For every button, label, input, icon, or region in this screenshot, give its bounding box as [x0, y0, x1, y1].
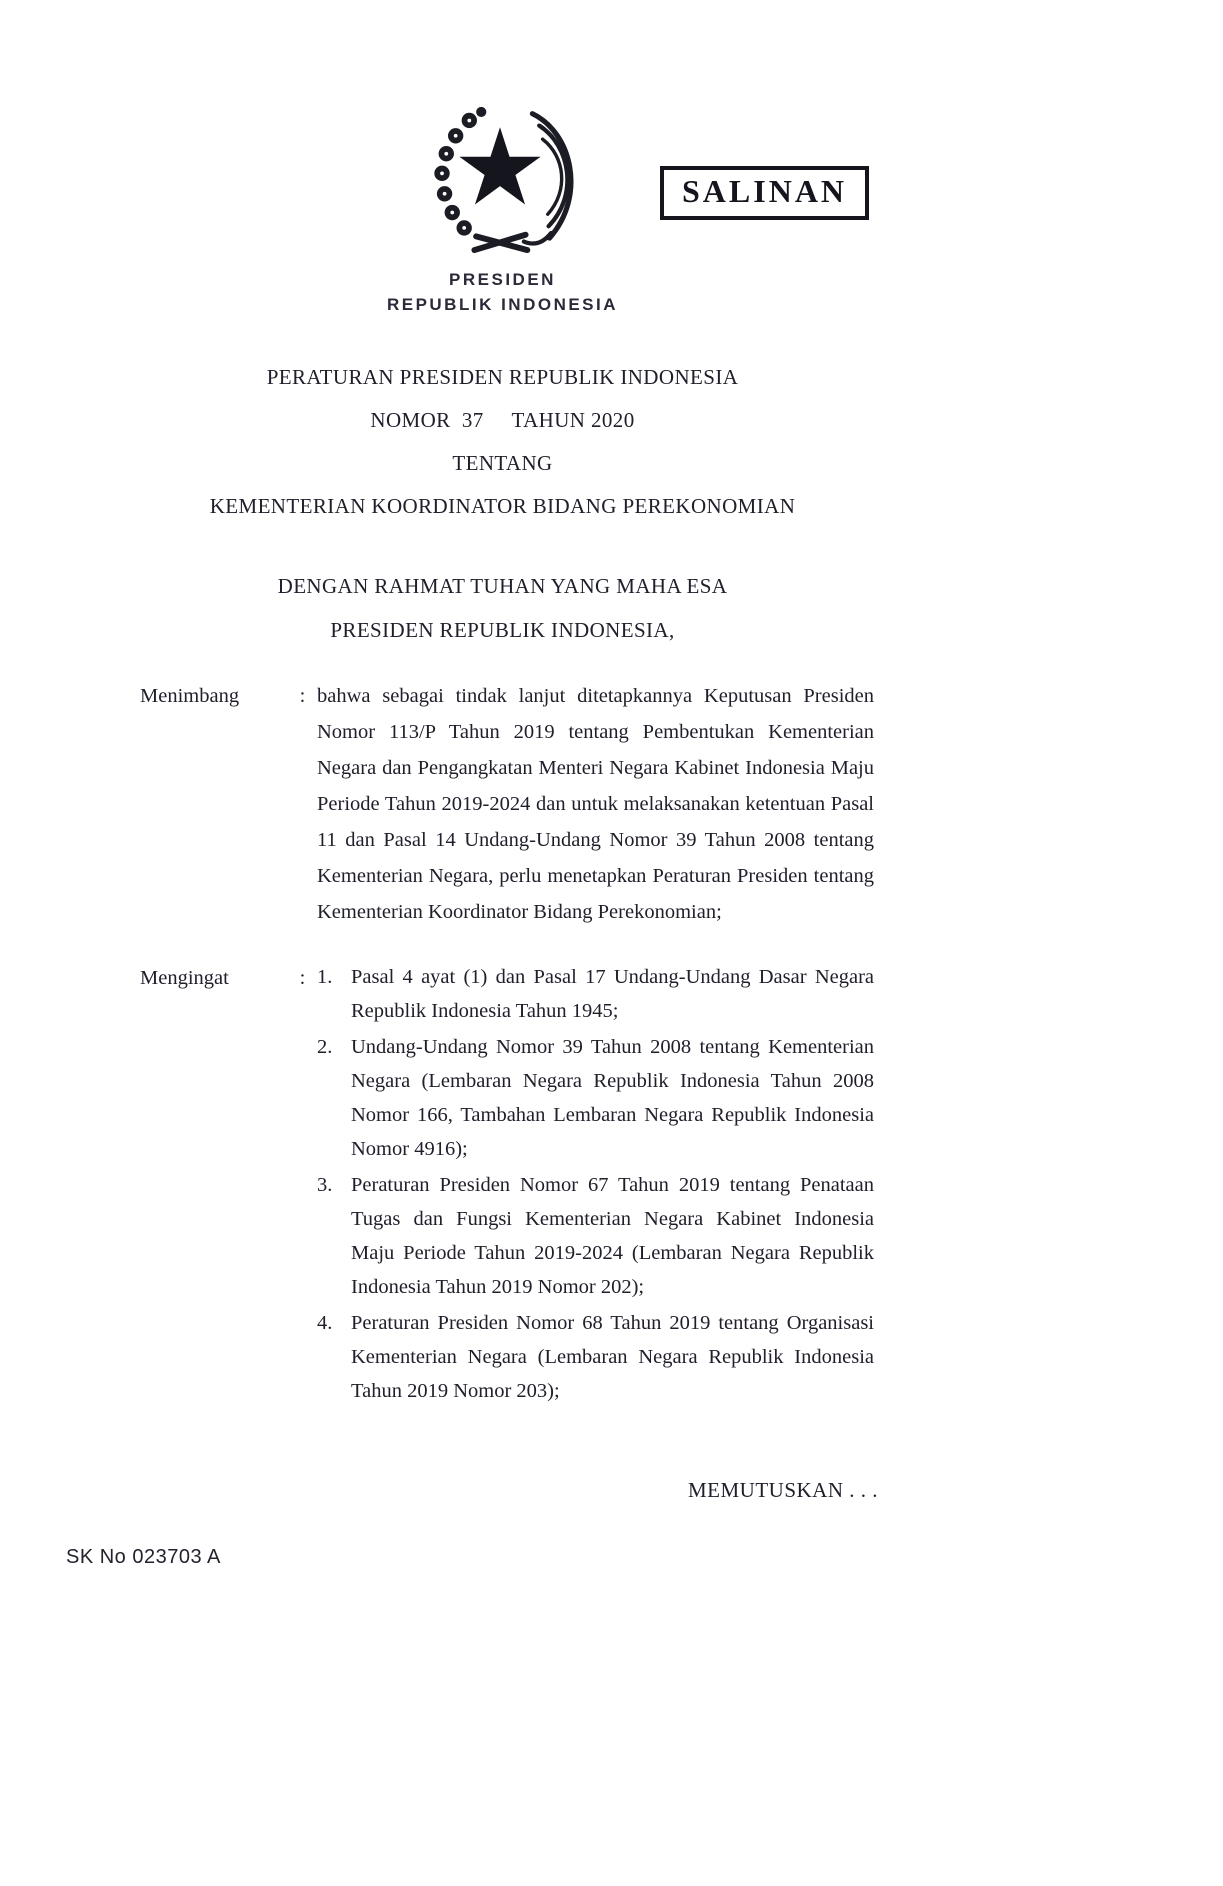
- letterhead-republik-indonesia: REPUBLIK INDONESIA: [386, 295, 619, 314]
- authority-line: PRESIDEN REPUBLIK INDONESIA,: [330, 618, 675, 642]
- considering-text: bahwa sebagai tindak lanjut ditetapkannya Keputusan Presiden Nomor 113/P Tahun 2019 tentang Pembentukan Kementerian Negara dan Pengangkatan Menteri Negara Kabinet Indonesia Maju Periode Tahun 2019-2024 dan untuk melaksanakan ketentuan Pasal 11 dan Pasal 14 Undang-Undang Nomor 39 Tahun 2008 tentang Kementerian Negara, perlu menetapkan Peraturan Presiden tentang Kementerian Koordinator Bidang Perekonomian;: [317, 685, 874, 923]
- item-number: 2.: [317, 1036, 333, 1058]
- item-number: 4.: [317, 1312, 333, 1334]
- star-icon: [459, 127, 540, 204]
- recalling-separator: :: [299, 967, 306, 989]
- letterhead-presiden: PRESIDEN: [449, 270, 556, 289]
- invocation-line: DENGAN RAHMAT TUHAN YANG MAHA ESA: [277, 574, 728, 598]
- regulation-subject-line: KEMENTERIAN KOORDINATOR BIDANG PEREKONOMIAN: [209, 494, 796, 518]
- item-number: 3.: [317, 1174, 333, 1196]
- title-block: [0, 356, 1005, 652]
- letterhead: [0, 270, 1005, 315]
- presidential-star-emblem: [412, 100, 588, 262]
- considering-clause: [140, 678, 1223, 930]
- recalling-clause: [140, 960, 1223, 1408]
- recalling-label: Mengingat: [140, 967, 229, 989]
- document-serial-number: SK No 023703 A: [66, 1546, 221, 1568]
- item-number: 1.: [317, 966, 333, 988]
- clauses: [0, 678, 1223, 1408]
- regulation-number-line: NOMOR 37 TAHUN 2020: [370, 408, 635, 432]
- item-text: Peraturan Presiden Nomor 68 Tahun 2019 tentang Organisasi Kementerian Negara (Lembaran Negara Republik Indonesia Tahun 2019 Nomor 203);: [351, 1312, 874, 1402]
- recalling-item-4: [317, 1306, 874, 1408]
- emblem-graphic: [412, 100, 588, 262]
- item-text: Peraturan Presiden Nomor 67 Tahun 2019 tentang Penataan Tugas dan Fungsi Kementerian Negara Kabinet Indonesia Maju Periode Tahun 2019-2024 (Lembaran Negara Republik Indonesia Tahun 2019 Nomor 202);: [351, 1174, 874, 1298]
- salinan-stamp-label: SALINAN: [682, 173, 848, 209]
- salinan-stamp: [660, 166, 869, 220]
- item-text: Undang-Undang Nomor 39 Tahun 2008 tentang Kementerian Negara (Lembaran Negara Republik Indonesia Tahun 2008 Nomor 166, Tambahan Lembaran Negara Republik Indonesia Nomor 4916);: [351, 1036, 874, 1160]
- item-text: Pasal 4 ayat (1) dan Pasal 17 Undang-Undang Dasar Negara Republik Indonesia Tahun 1945;: [351, 966, 874, 1022]
- considering-label: Menimbang: [140, 685, 240, 707]
- recalling-item-2: [317, 1030, 874, 1166]
- regulation-title-line1: PERATURAN PRESIDEN REPUBLIK INDONESIA: [266, 365, 739, 389]
- considering-separator: :: [299, 685, 306, 707]
- regulation-tentang-line: TENTANG: [452, 451, 553, 475]
- recalling-item-3: [317, 1168, 874, 1304]
- recalling-item-1: [317, 960, 874, 1028]
- memutuskan-line: MEMUTUSKAN . . .: [687, 1478, 878, 1502]
